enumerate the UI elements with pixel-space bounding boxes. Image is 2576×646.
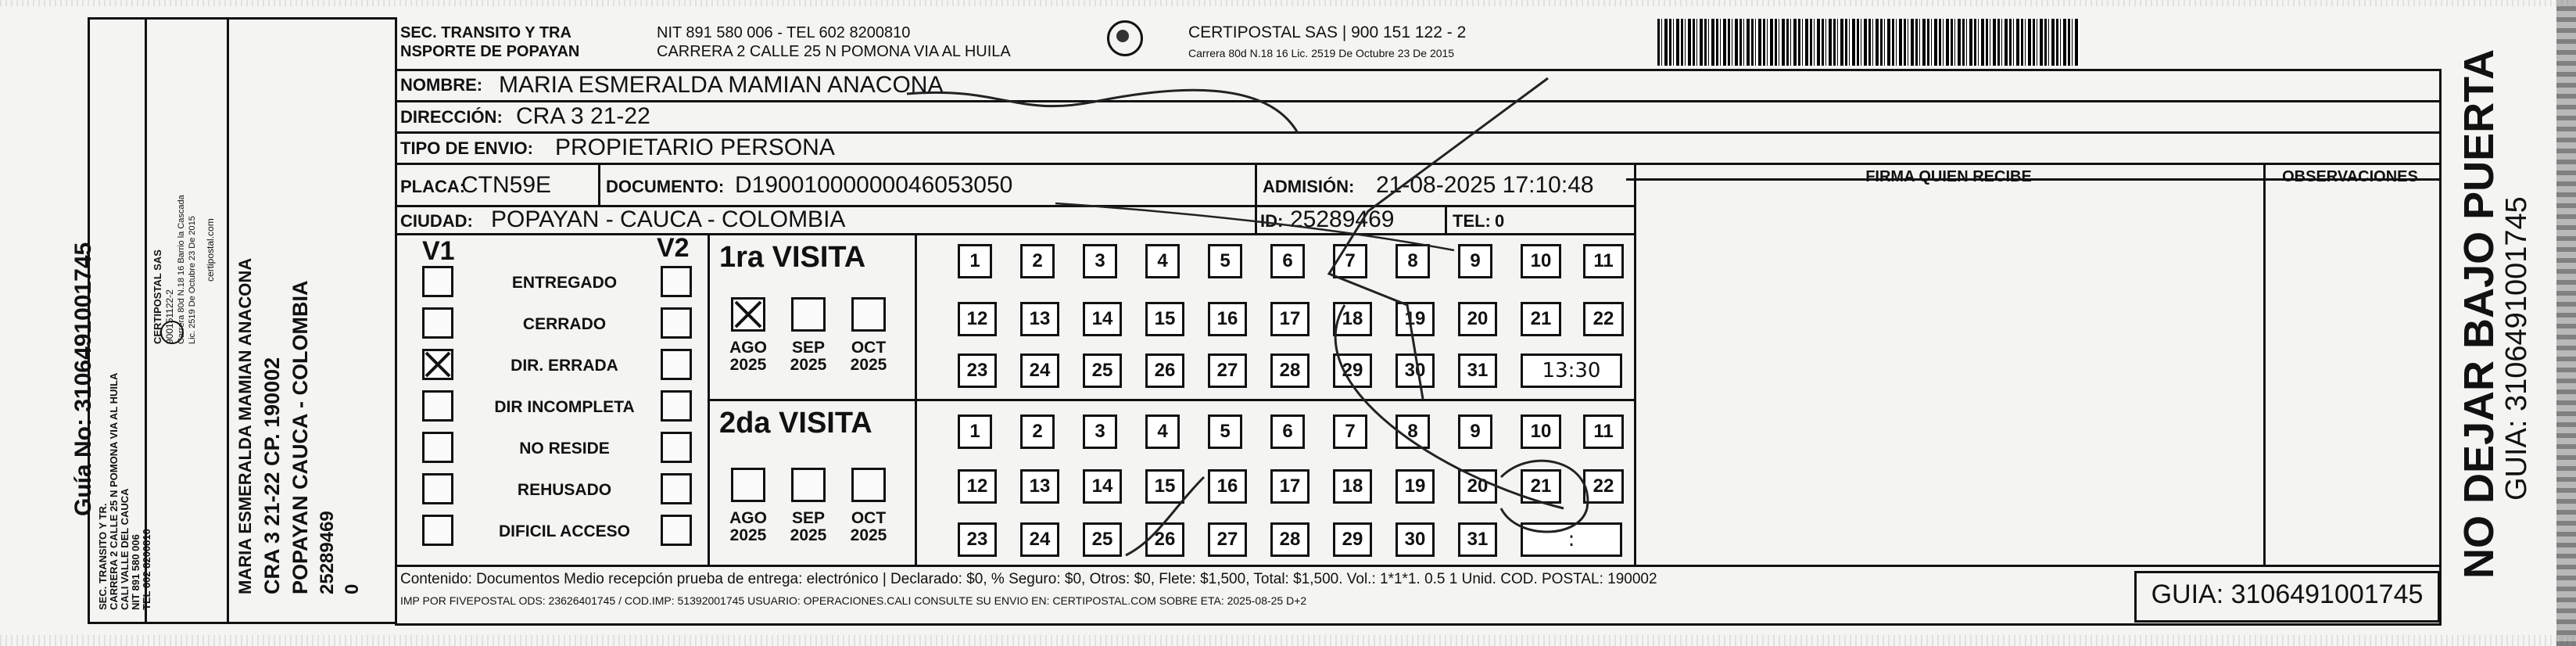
nombre-label: NOMBRE: <box>400 75 483 95</box>
month-name: SEP <box>791 509 826 527</box>
first-visit-day[interactable]: 3 <box>1083 244 1117 278</box>
v2-checkbox[interactable] <box>661 432 692 463</box>
first-visit-day[interactable]: 28 <box>1270 354 1309 388</box>
stub-sender-line: TEL 602 8200810 <box>141 529 152 610</box>
second-visit-day[interactable]: 9 <box>1458 415 1492 449</box>
second-visit-day[interactable]: 19 <box>1395 469 1435 504</box>
v2-checkbox[interactable] <box>661 473 692 504</box>
postal-seal-icon-inner <box>1116 30 1129 42</box>
first-visit-title: 1ra VISITA <box>719 241 866 274</box>
month-year: 2025 <box>850 356 887 374</box>
id-value: 25289469 <box>1290 206 1395 232</box>
month-name: OCT <box>851 509 887 527</box>
header-nit: NIT 891 580 006 - TEL 602 8200810 <box>657 24 911 41</box>
second-visit-month-ago[interactable] <box>731 468 765 502</box>
first-visit-day[interactable]: 27 <box>1208 354 1247 388</box>
stub-divider-2 <box>227 17 229 624</box>
v2-checkbox[interactable] <box>661 390 692 422</box>
first-visit-day[interactable]: 14 <box>1083 302 1122 336</box>
stub-courier-line: Carrera 80d N.18 16 Barrio la Cascada <box>177 195 186 344</box>
second-visit-day[interactable]: 31 <box>1458 522 1497 557</box>
second-visit-month-label <box>725 510 772 544</box>
barcode <box>1657 19 2080 66</box>
second-visit-day[interactable]: 5 <box>1208 415 1242 449</box>
second-visit-day[interactable]: 18 <box>1333 469 1372 504</box>
handwriting-scribble <box>860 70 1642 571</box>
firma-header: FIRMA QUIEN RECIBE <box>1865 168 2032 185</box>
first-visit-day[interactable]: 7 <box>1333 244 1367 278</box>
first-visit-day[interactable]: 23 <box>958 354 997 388</box>
second-visit-day[interactable]: 24 <box>1020 522 1059 557</box>
admision-label: ADMISIÓN: <box>1263 177 1355 196</box>
first-visit-day[interactable]: 26 <box>1145 354 1184 388</box>
first-visit-day[interactable]: 16 <box>1208 302 1247 336</box>
second-visit-day[interactable]: 6 <box>1270 415 1305 449</box>
placa-value: CTN59E <box>461 172 552 198</box>
first-visit-day[interactable]: 31 <box>1458 354 1497 388</box>
stub-courier-block <box>149 47 223 344</box>
second-visit-day[interactable]: 22 <box>1583 469 1624 504</box>
v1-checkbox-checked[interactable] <box>422 349 453 380</box>
side-guia: GUIA: 3106491001745 <box>2500 196 2533 501</box>
status-label: DIR INCOMPLETA <box>494 398 635 416</box>
x-mark-icon <box>425 351 451 378</box>
stub-recipient-line: POPAYAN CAUCA - COLOMBIA <box>288 280 312 594</box>
first-visit-day[interactable]: 8 <box>1395 244 1430 278</box>
tipo-envio-value: PROPIETARIO PERSONA <box>555 135 835 160</box>
second-visit-day[interactable]: 11 <box>1583 415 1624 449</box>
scan-edge-right <box>2556 0 2576 646</box>
first-visit-day[interactable]: 2 <box>1020 244 1055 278</box>
col-line <box>2263 163 2266 566</box>
v1-checkbox[interactable] <box>422 432 453 463</box>
month-year: 2025 <box>850 526 887 544</box>
stub-recipient-line: 25289469 <box>317 511 338 594</box>
first-visit-day[interactable]: 15 <box>1145 302 1184 336</box>
col-line <box>598 163 600 205</box>
observaciones-header: OBSERVACIONES <box>2282 168 2418 185</box>
second-visit-day[interactable]: 30 <box>1395 522 1435 557</box>
first-visit-day[interactable]: 4 <box>1145 244 1180 278</box>
stub-guide-number: Guía No: 3106491001745 <box>70 242 96 516</box>
stub-recipient-line: MARIA ESMERALDA MAMIAN ANACONA <box>235 257 255 594</box>
first-visit-day[interactable]: 21 <box>1521 302 1561 336</box>
side-no-dejar: NO DEJAR BAJO PUERTA <box>2456 48 2503 579</box>
second-visit-month-label <box>785 510 832 544</box>
courier-logo-icon <box>160 321 184 344</box>
second-visit-day[interactable]: 17 <box>1270 469 1309 504</box>
v2-checkbox[interactable] <box>661 307 692 339</box>
status-label: CERRADO <box>522 315 607 333</box>
month-year: 2025 <box>790 526 827 544</box>
month-name: OCT <box>851 339 887 357</box>
first-visit-day[interactable]: 18 <box>1333 302 1372 336</box>
header-sender-line-1: SEC. TRANSITO Y TRA <box>400 24 571 41</box>
second-visit-month-sep[interactable] <box>791 468 826 502</box>
scan-noise-bottom <box>0 635 2576 646</box>
first-visit-day[interactable]: 24 <box>1020 354 1059 388</box>
first-visit-day[interactable]: 22 <box>1583 302 1624 336</box>
direccion-value: CRA 3 21-22 <box>516 103 650 129</box>
first-visit-day[interactable]: 19 <box>1395 302 1435 336</box>
ciudad-label: CIUDAD: <box>400 211 473 231</box>
second-visit-day[interactable]: 8 <box>1395 415 1430 449</box>
first-visit-day[interactable]: 10 <box>1521 244 1561 278</box>
v1-checkbox[interactable] <box>422 307 453 339</box>
first-visit-day[interactable]: 30 <box>1395 354 1435 388</box>
second-visit-day[interactable]: 25 <box>1083 522 1122 557</box>
placa-label: PLACA: <box>400 177 466 196</box>
first-visit-day[interactable]: 11 <box>1583 244 1624 278</box>
month-name: AGO <box>729 339 767 357</box>
second-visit-day[interactable]: 27 <box>1208 522 1247 557</box>
first-visit-month-sep[interactable] <box>791 297 826 332</box>
first-visit-day[interactable]: 13 <box>1020 302 1059 336</box>
stub-courier-line: CERTIPOSTAL SAS <box>152 249 163 344</box>
tel-value: 0 <box>1495 211 1505 231</box>
first-visit-day[interactable]: 17 <box>1270 302 1309 336</box>
second-visit-title: 2da VISITA <box>719 407 872 440</box>
id-label: ID: <box>1260 211 1284 231</box>
month-year: 2025 <box>729 356 767 374</box>
month-name: SEP <box>791 339 826 357</box>
second-visit-day[interactable]: 2 <box>1020 415 1055 449</box>
second-visit-day[interactable]: 29 <box>1333 522 1372 557</box>
direccion-label: DIRECCIÓN: <box>400 107 503 127</box>
stub-courier-line: certipostal.com <box>205 218 216 282</box>
second-visit-day[interactable]: 23 <box>958 522 997 557</box>
month-year: 2025 <box>790 356 827 374</box>
second-visit-day[interactable]: 26 <box>1145 522 1184 557</box>
v2-label: V2 <box>657 233 690 263</box>
first-visit-day[interactable]: 6 <box>1270 244 1305 278</box>
stub-sender-line: SEC. TRANSITO Y TR. <box>97 503 109 610</box>
month-year: 2025 <box>729 526 767 544</box>
second-visit-day[interactable]: 21 <box>1521 469 1561 504</box>
second-visit-day[interactable]: 14 <box>1083 469 1122 504</box>
v2-checkbox[interactable] <box>661 515 692 546</box>
scan-noise-top <box>0 0 2576 6</box>
tel-label: TEL: <box>1453 211 1491 231</box>
documento-label: DOCUMENTO: <box>606 177 725 196</box>
stub-sender-line: CALI VALLE DEL CAUCA <box>119 488 131 610</box>
footer-contents-line: Contenido: Documentos Medio recepción prueba de entrega: electrónico | Declarado: $0, % Seguro: $0, Otros: $0, Flete: $1,500, Total: $1,500. Vol.: 1*1*1. 0.5 1 Unid. COD. POSTAL: 190002 <box>400 571 1657 587</box>
stub-sender-block <box>94 344 141 610</box>
second-visit-day[interactable]: 1 <box>958 415 992 449</box>
v2-checkbox[interactable] <box>661 349 692 380</box>
v1-checkbox[interactable] <box>422 266 453 297</box>
first-visit-day[interactable]: 29 <box>1333 354 1372 388</box>
stub-recipient-line: 0 <box>342 583 363 594</box>
status-label: NO RESIDE <box>519 440 610 458</box>
second-visit-day[interactable]: 16 <box>1208 469 1247 504</box>
second-visit-day[interactable]: 20 <box>1458 469 1497 504</box>
stub-sender-line: NIT 891 580 006 <box>130 534 142 610</box>
status-label: DIR. ERRADA <box>511 357 618 375</box>
v1-checkbox[interactable] <box>422 473 453 504</box>
stub-courier-line: 900151122-2 <box>164 289 175 344</box>
x-mark-icon <box>733 300 763 329</box>
second-visit-day[interactable]: 7 <box>1333 415 1367 449</box>
first-visit-month-label <box>725 339 772 374</box>
status-label: ENTREGADO <box>511 274 618 292</box>
tipo-envio-label: TIPO DE ENVIO: <box>400 138 533 158</box>
footer-print-line: IMP POR FIVEPOSTAL ODS: 23626401745 / COD.IMP: 51392001745 USUARIO: OPERACIONES.CALI CONSULTE SU ENVIO EN: CERTIPOSTAL.COM SOBRE ETA: 2025-08-25 D+2 <box>400 594 1307 607</box>
stub-sender-line: CARRERA 2 CALLE 25 N POMONA VIA AL HUILA <box>108 372 120 610</box>
status-label: REHUSADO <box>517 481 612 499</box>
month-name: AGO <box>729 509 767 527</box>
second-visit-day[interactable]: 4 <box>1145 415 1180 449</box>
header-sender-line-2: NSPORTE DE POPAYAN <box>400 43 580 60</box>
ciudad-value: POPAYAN - CAUCA - COLOMBIA <box>491 206 846 232</box>
first-visit-day[interactable]: 12 <box>958 302 997 336</box>
first-visit-day[interactable]: 20 <box>1458 302 1497 336</box>
first-visit-time[interactable]: 13:30 <box>1521 354 1622 388</box>
second-visit-day[interactable]: 13 <box>1020 469 1059 504</box>
first-visit-day[interactable]: 9 <box>1458 244 1492 278</box>
second-visit-day[interactable]: 12 <box>958 469 997 504</box>
v1-checkbox[interactable] <box>422 390 453 422</box>
admision-value: 21-08-2025 17:10:48 <box>1376 172 1594 198</box>
v1-checkbox[interactable] <box>422 515 453 546</box>
stub-courier-line: Lic. 2519 De Octubre 23 De 2015 <box>188 216 197 344</box>
second-visit-time[interactable]: : <box>1521 522 1622 557</box>
header-address: CARRERA 2 CALLE 25 N POMONA VIA AL HUILA <box>657 43 1011 60</box>
v1-label: V1 <box>422 236 455 266</box>
footer-guia: GUIA: 3106491001745 <box>2151 580 2424 609</box>
v2-checkbox[interactable] <box>661 266 692 297</box>
documento-value: D19001000000046053050 <box>735 172 1013 198</box>
status-label: DIFICIL ACCESO <box>498 522 630 540</box>
header-courier-line-1: CERTIPOSTAL SAS | 900 151 122 - 2 <box>1188 23 1467 41</box>
second-visit-day[interactable]: 3 <box>1083 415 1117 449</box>
second-visit-day[interactable]: 10 <box>1521 415 1561 449</box>
nombre-value: MARIA ESMERALDA MAMIAN ANACONA <box>499 72 944 98</box>
stub-recipient-line: CRA 3 21-22 CP. 190002 <box>260 357 284 594</box>
first-visit-month-ago-checked[interactable] <box>731 297 765 332</box>
header-courier-line-2: Carrera 80d N.18 16 Lic. 2519 De Octubre 23 De 2015 <box>1188 47 1455 59</box>
stub-recipient-block <box>231 31 387 626</box>
first-visit-day-marked[interactable]: 25 <box>1083 354 1122 388</box>
first-visit-day[interactable]: 1 <box>958 244 992 278</box>
first-visit-month-label <box>785 339 832 374</box>
second-visit-day[interactable]: 15 <box>1145 469 1184 504</box>
first-visit-day[interactable]: 5 <box>1208 244 1242 278</box>
second-visit-day[interactable]: 28 <box>1270 522 1309 557</box>
